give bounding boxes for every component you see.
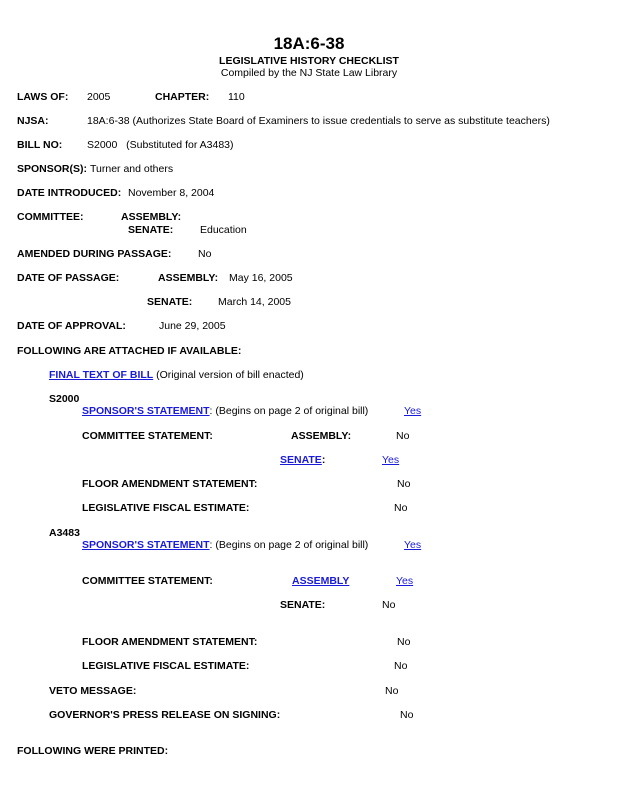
s2000-fiscal-label: LEGISLATIVE FISCAL ESTIMATE: — [82, 502, 250, 514]
date-of-passage-label: DATE OF PASSAGE: — [17, 272, 120, 284]
final-text-note: (Original version of bill enacted) — [153, 369, 304, 381]
date-of-approval-label: DATE OF APPROVAL: — [17, 320, 126, 332]
s2000-committee-label: COMMITTEE STATEMENT: — [82, 430, 213, 442]
sponsors-value: Turner and others — [90, 163, 174, 175]
bill-no-label: BILL NO: — [17, 139, 63, 151]
s2000-senate-link[interactable]: SENATE — [280, 454, 322, 466]
a3483-floor-label: FLOOR AMENDMENT STATEMENT: — [82, 636, 258, 648]
checklist-subtitle: LEGISLATIVE HISTORY CHECKLIST — [219, 55, 399, 67]
passage-assembly-value: May 16, 2005 — [229, 272, 293, 284]
final-text-link[interactable]: FINAL TEXT OF BILL — [49, 369, 154, 381]
s2000-committee-assembly-label: ASSEMBLY: — [291, 430, 352, 442]
a3483-senate-value: No — [382, 599, 396, 611]
a3483-sponsor-yes-link[interactable]: Yes — [404, 539, 422, 551]
chapter-value: 110 — [228, 91, 245, 103]
s2000-sponsor-note: : (Begins on page 2 of original bill) — [209, 405, 369, 417]
bill-no-value: S2000 (Substituted for A3483) — [87, 139, 234, 151]
s2000-sponsor-line — [82, 406, 368, 417]
s2000-sponsor-statement-link[interactable]: SPONSOR'S STATEMENT — [82, 405, 210, 417]
s2000-committee-assembly-value: No — [396, 430, 410, 442]
committee-senate-value: Education — [200, 224, 247, 236]
governor-value: No — [400, 709, 414, 721]
a3483-committee-label: COMMITTEE STATEMENT: — [82, 575, 213, 587]
s2000-floor-label: FLOOR AMENDMENT STATEMENT: — [82, 478, 258, 490]
sponsors-label: SPONSOR(S): — [17, 163, 88, 175]
a3483-heading: A3483 — [49, 527, 80, 539]
veto-label: VETO MESSAGE: — [49, 685, 137, 697]
a3483-floor-value: No — [397, 636, 411, 648]
s2000-floor-value: No — [397, 478, 411, 490]
njsa-label: NJSA: — [17, 115, 49, 127]
date-of-approval-value: June 29, 2005 — [159, 320, 226, 332]
governor-label: GOVERNOR'S PRESS RELEASE ON SIGNING: — [49, 709, 281, 721]
chapter-label: CHAPTER: — [155, 91, 210, 103]
a3483-assembly-yes-link[interactable]: Yes — [396, 575, 414, 587]
amended-value: No — [198, 248, 212, 260]
a3483-senate-label: SENATE: — [280, 599, 326, 611]
page-title: 18A:6-38 — [273, 34, 345, 53]
s2000-senate-yes-link[interactable]: Yes — [382, 454, 400, 466]
following-printed-heading: FOLLOWING WERE PRINTED: — [17, 745, 169, 757]
committee-senate-label: SENATE: — [128, 224, 174, 236]
passage-senate-label: SENATE: — [147, 296, 193, 308]
passage-assembly-label: ASSEMBLY: — [158, 272, 219, 284]
passage-senate-value: March 14, 2005 — [218, 296, 291, 308]
date-introduced-value: November 8, 2004 — [128, 187, 215, 199]
committee-assembly-label: ASSEMBLY: — [121, 211, 182, 223]
date-introduced-label: DATE INTRODUCED: — [17, 187, 122, 199]
laws-of-label: LAWS OF: — [17, 91, 69, 103]
amended-label: AMENDED DURING PASSAGE: — [17, 248, 172, 260]
a3483-assembly-link[interactable]: ASSEMBLY — [292, 575, 350, 587]
a3483-fiscal-value: No — [394, 660, 408, 672]
s2000-senate-line — [280, 455, 325, 466]
s2000-sponsor-yes-link[interactable]: Yes — [404, 405, 422, 417]
a3483-sponsor-note: : (Begins on page 2 of original bill) — [209, 539, 369, 551]
a3483-fiscal-label: LEGISLATIVE FISCAL ESTIMATE: — [82, 660, 250, 672]
s2000-senate-colon: : — [321, 454, 326, 466]
final-text-line — [49, 370, 304, 381]
following-attached-heading: FOLLOWING ARE ATTACHED IF AVAILABLE: — [17, 345, 242, 357]
a3483-sponsor-line — [82, 540, 368, 551]
a3483-sponsor-statement-link[interactable]: SPONSOR'S STATEMENT — [82, 539, 210, 551]
veto-value: No — [385, 685, 399, 697]
compiled-by: Compiled by the NJ State Law Library — [220, 67, 398, 79]
njsa-value: 18A:6-38 (Authorizes State Board of Examiners to issue credentials to serve as substitute teachers) — [87, 115, 550, 127]
committee-label: COMMITTEE: — [17, 211, 84, 223]
s2000-fiscal-value: No — [394, 502, 408, 514]
laws-of-value: 2005 — [87, 91, 111, 103]
s2000-heading: S2000 — [49, 393, 80, 405]
